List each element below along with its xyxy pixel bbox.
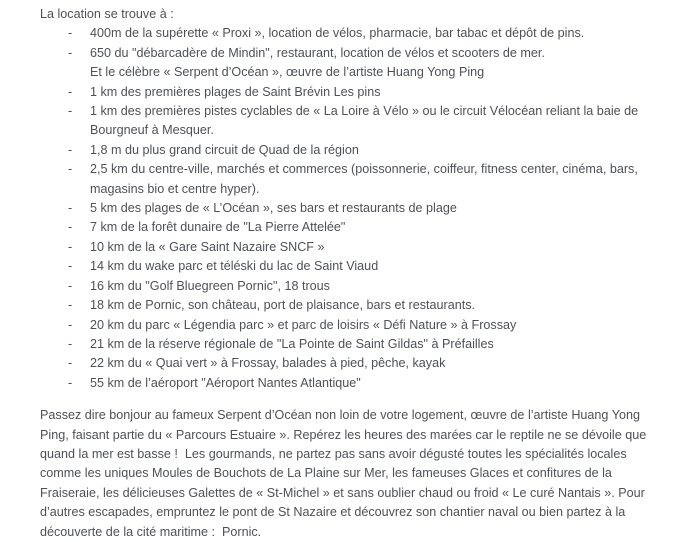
list-item bbox=[40, 316, 658, 335]
list-item-text: 55 km de l’aéroport "Aéroport Nantes Atlantique" bbox=[90, 375, 361, 390]
bullet-dash: - bbox=[68, 336, 73, 351]
list-item-text: 22 km du « Quai vert » à Frossay, balades à pied, pêche, kayak bbox=[90, 356, 446, 371]
list-item-text: 1,8 m du plus grand circuit de Quad de la région bbox=[90, 142, 359, 157]
bullet-dash: - bbox=[68, 317, 73, 332]
list-item-text: 21 km de la réserve régionale de "La Pointe de Saint Gildas" à Préfailles bbox=[90, 336, 494, 351]
list-item-text: 7 km de la forêt dunaire de "La Pierre Attelée" bbox=[90, 220, 346, 235]
bullet-dash: - bbox=[68, 298, 73, 313]
list-item bbox=[40, 257, 658, 276]
list-item-text: 5 km des plages de « L’Océan », ses bars et restaurants de plage bbox=[90, 201, 457, 216]
list-item bbox=[40, 141, 658, 160]
list-item bbox=[40, 277, 658, 296]
list-item bbox=[40, 374, 658, 393]
bullet-dash: - bbox=[68, 201, 73, 216]
bullet-dash: - bbox=[68, 162, 73, 177]
list-item bbox=[40, 354, 658, 373]
bullet-dash: - bbox=[68, 104, 73, 119]
list-item-text: 1 km des premières pistes cyclables de « La Loire à Vélo » ou le circuit Vélocéan reliant la baie de Bourgneuf à Mesquer. bbox=[90, 104, 639, 138]
list-item-text: 14 km du wake parc et téléski du lac de Saint Viaud bbox=[90, 259, 379, 274]
bullet-dash: - bbox=[68, 45, 73, 60]
list-item bbox=[40, 102, 658, 141]
intro-line: La location se trouve à : bbox=[40, 7, 174, 21]
list-item bbox=[40, 199, 658, 218]
list-item bbox=[40, 83, 658, 102]
list-item bbox=[40, 296, 658, 315]
list-item-text: 18 km de Pornic, son château, port de plaisance, bars et restaurants. bbox=[90, 298, 476, 313]
list-item-text: 1 km des premières plages de Saint Brévin Les pins bbox=[90, 84, 381, 99]
bullet-dash: - bbox=[68, 84, 73, 99]
list-item-text: 400m de la supérette « Proxi », location de vélos, pharmacie, bar tabac et dépôt de pins. bbox=[90, 26, 585, 41]
list-item-text: Et le célèbre « Serpent d’Océan », œuvre de l’artiste Huang Yong Ping bbox=[90, 65, 485, 80]
bullet-dash: - bbox=[68, 239, 73, 254]
list-item-text: 16 km du "Golf Bluegreen Pornic", 18 trous bbox=[90, 278, 330, 293]
bullet-dash: - bbox=[68, 375, 73, 390]
bullet-dash: - bbox=[68, 356, 73, 371]
bullet-dash: - bbox=[68, 220, 73, 235]
closing-paragraph: Passez dire bonjour au fameux Serpent d’Océan non loin de votre logement, œuvre de l’artiste Huang Yong Ping, faisant partie du « Parcours Estuaire ». Repérez les heures des marées car le reptile ne se dévoile que quand la mer est basse ! Les gourmands, ne partez pas sans avoir dégusté toutes les spécialités locales comme les uniques Moules de Bouchots de La Plaine sur Mer, les fameuses Glaces et confitures de la Fraiseraie, les délicieuses Galettes de « St-Michel » et sans oublier chaud ou froid « Le curé Nantais ». Pour d’autres escapades, empruntez le pont de St Nazaire et découvrez son chantier naval ou bien partez à la découverte de la cité maritime : Pornic. bbox=[40, 408, 650, 539]
list-item bbox=[40, 335, 658, 354]
distance-list bbox=[40, 24, 658, 393]
bullet-dash: - bbox=[68, 278, 73, 293]
list-item-text: 10 km de la « Gare Saint Nazaire SNCF » bbox=[90, 239, 325, 254]
list-item bbox=[40, 63, 658, 82]
list-item bbox=[40, 218, 658, 237]
bullet-dash: - bbox=[68, 142, 73, 157]
list-item-text: 20 km du parc « Légendia parc » et parc de loisirs « Défi Nature » à Frossay bbox=[90, 317, 517, 332]
list-item bbox=[40, 160, 658, 199]
list-item bbox=[40, 24, 658, 43]
list-item bbox=[40, 44, 658, 63]
bullet-dash: - bbox=[68, 259, 73, 274]
list-item-text: 650 du "débarcadère de Mindin", restaurant, location de vélos et scooters de mer. bbox=[90, 45, 545, 60]
list-item bbox=[40, 238, 658, 257]
list-item-text: 2,5 km du centre-ville, marchés et commerces (poissonnerie, coiffeur, fitness center, cinéma, bars, magasins bio et centre hyper). bbox=[90, 162, 638, 196]
bullet-dash: - bbox=[68, 26, 73, 41]
